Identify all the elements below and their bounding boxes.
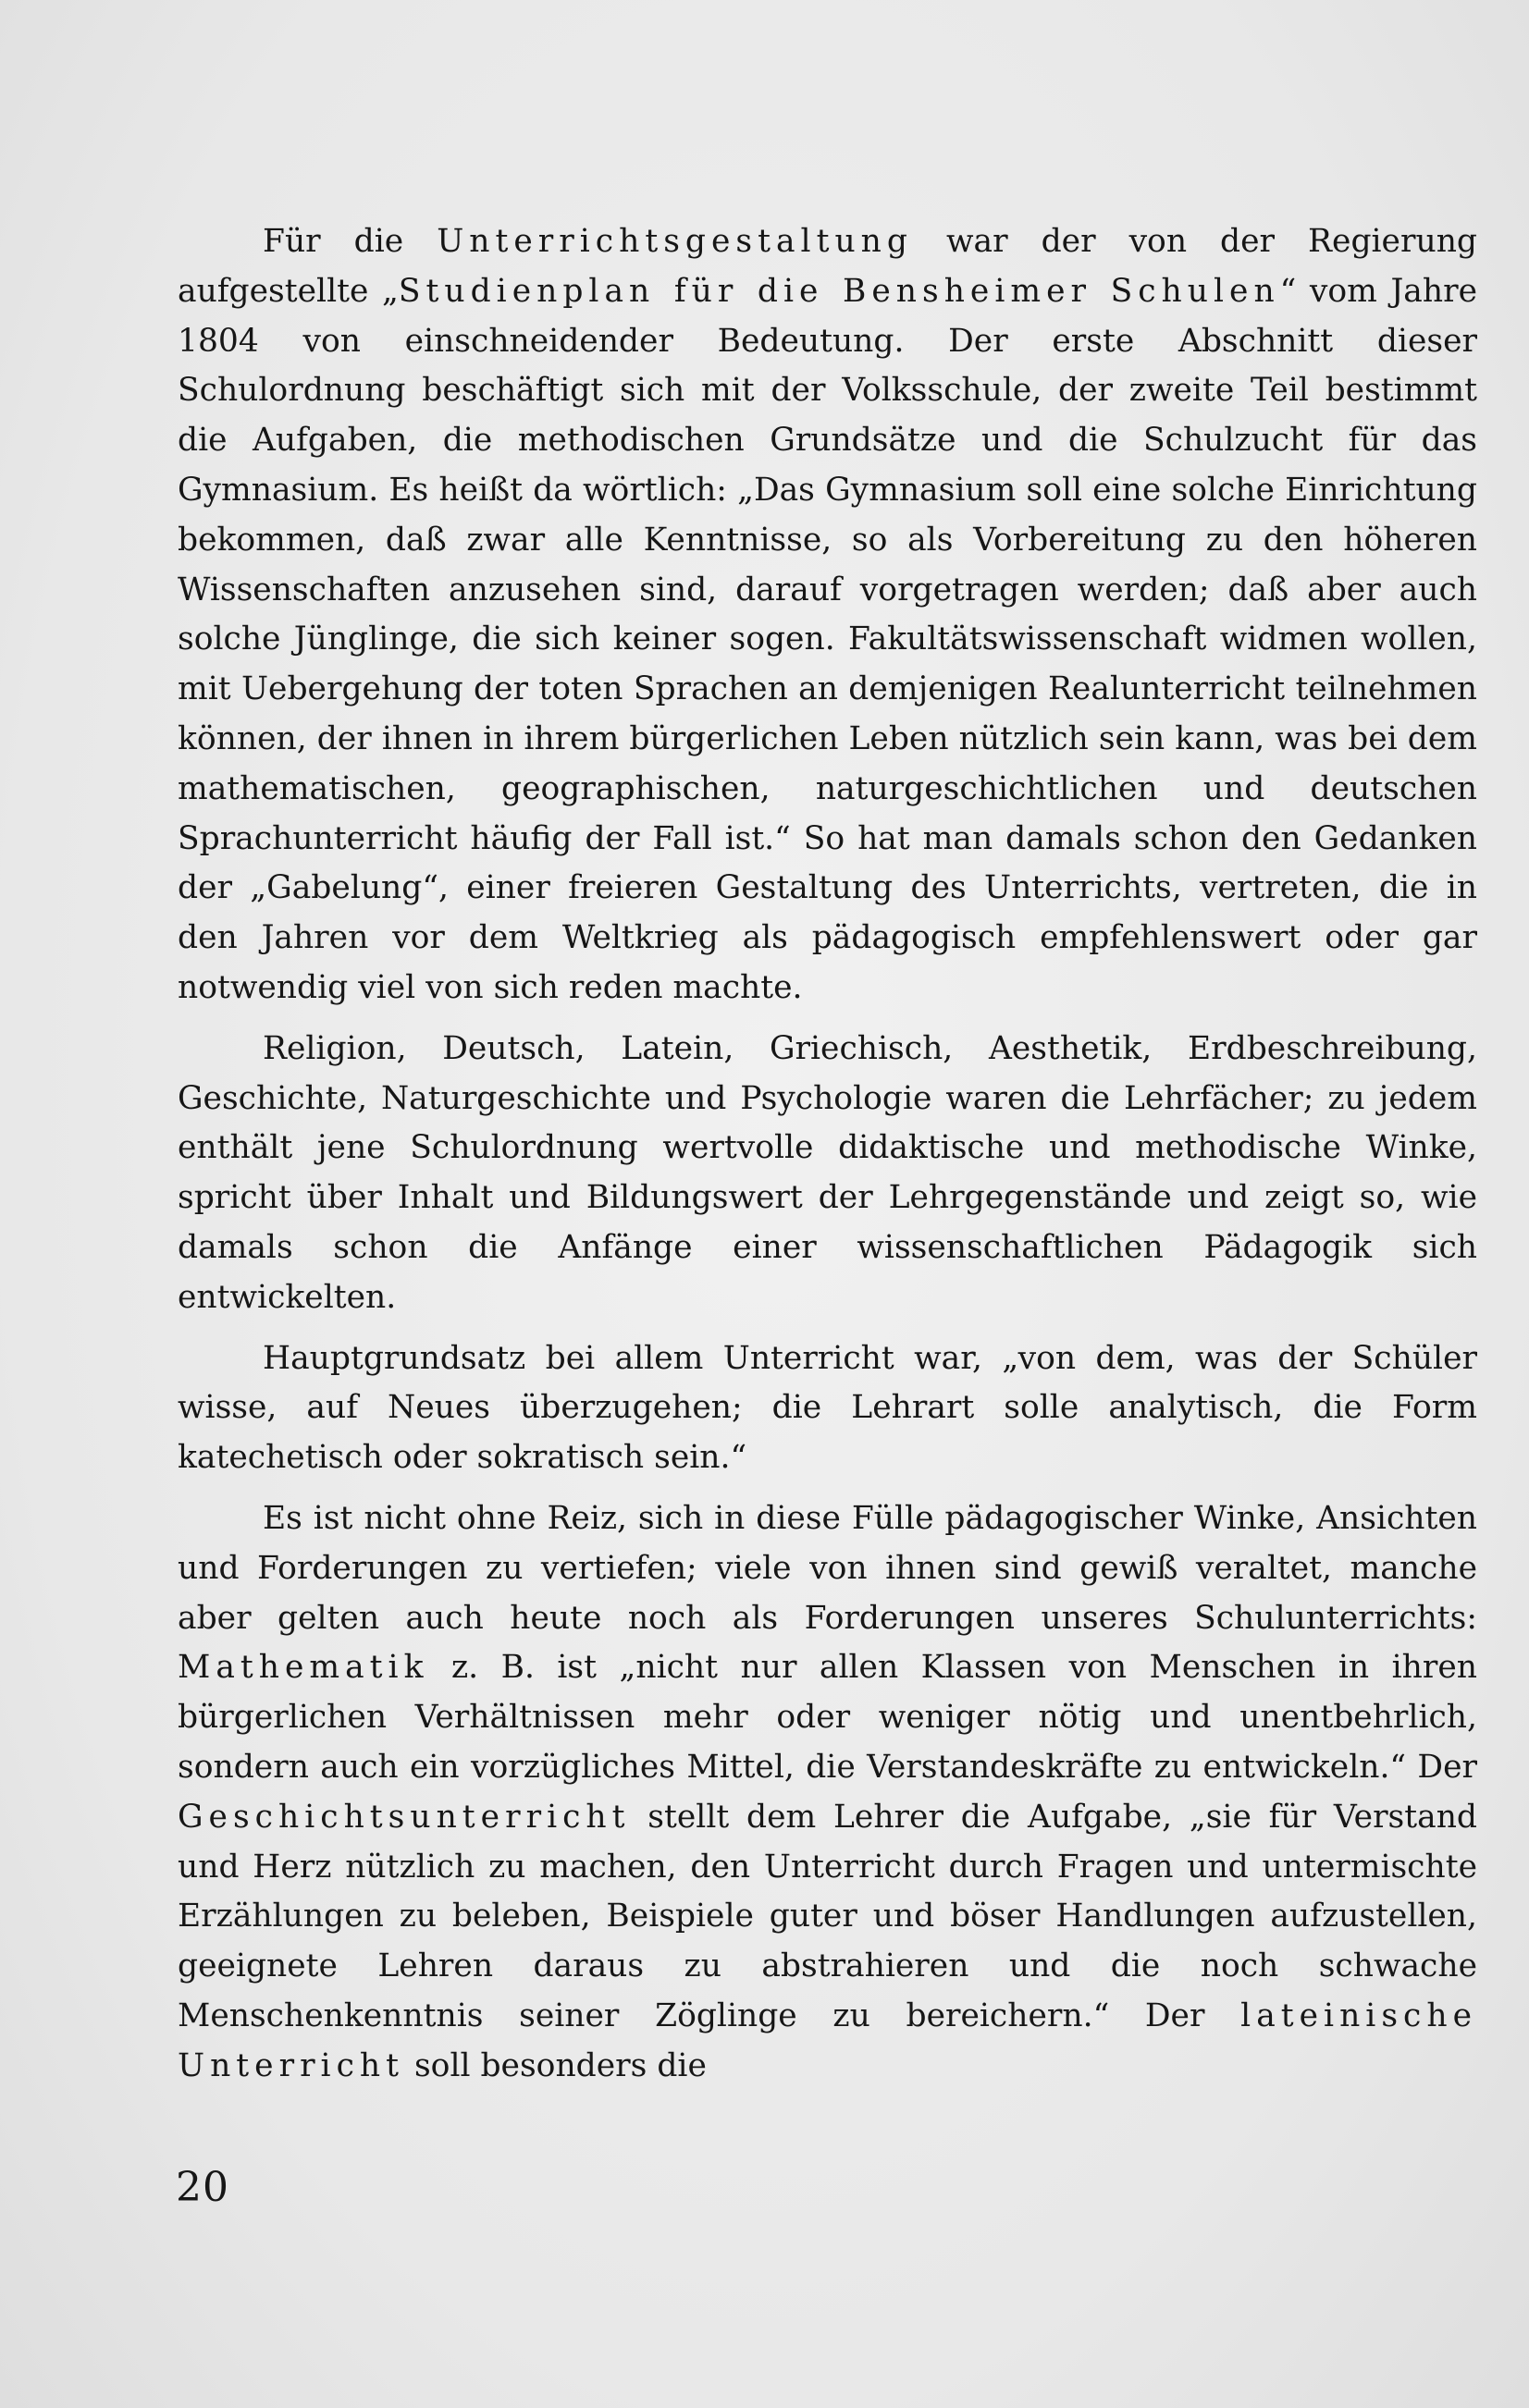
spaced-term-unterrichtsgestaltung: Unterrichtsgestaltung bbox=[437, 223, 913, 260]
paragraph-4 bbox=[178, 1494, 1477, 2092]
text-run: soll besonders die bbox=[404, 2046, 707, 2084]
spaced-term-studienplan: Studienplan für die Bensheimer Schulen bbox=[398, 272, 1280, 310]
text-run: z. B. ist „nicht nur allen Klassen von Menschen in ihren bürgerlichen Verhältnissen mehr oder weniger nötig und unentbehrlich, sondern auch ein vorzügliches Mittel, die Verstandeskräfte zu entwickeln.“ Der bbox=[178, 1649, 1477, 1786]
text-run: Religion, Deutsch, Latein, Griechisch, Aesthetik, Erdbeschreibung, Geschichte, Naturgeschichte und Psychologie waren die Lehrfächer; zu jedem enthält jene Schulordnung wertvolle didaktische und methodische Winke, spricht über Inhalt und Bildungswert der Lehrgegenstände und zeigt so, wie damals schon die Anfänge einer wissenschaftlichen Pädagogik sich entwickelten. bbox=[178, 1029, 1477, 1316]
text-run: Für die bbox=[263, 223, 438, 260]
text-run: stellt dem Lehrer die Aufgabe, „sie für Verstand und Herz nützlich zu machen, den Unterricht durch Fragen und untermischte Erzählungen zu beleben, Beispiele guter und böser Handlungen aufzustellen, geeignete Lehren daraus zu abstrahieren und die noch schwache Menschenkenntnis seiner Zöglinge zu bereichern.“ Der bbox=[178, 1798, 1477, 2034]
page-number: 20 bbox=[176, 2164, 229, 2211]
spaced-term-mathematik: Mathematik bbox=[178, 1649, 429, 1687]
text-run: Hauptgrundsatz bei allem Unterricht war, „von dem, was der Schüler wisse, auf Neues überzugehen; die Lehrart solle analytisch, die Form katechetisch oder sokratisch sein.“ bbox=[178, 1339, 1477, 1477]
paragraph-3 bbox=[178, 1334, 1477, 1483]
spaced-term-geschichtsunterricht: Geschichtsunterricht bbox=[178, 1798, 631, 1836]
paragraph-2 bbox=[178, 1025, 1477, 1323]
text-run: Es ist nicht ohne Reiz, sich in diese Fülle pädagogischer Winke, Ansichten und Forderungen zu vertiefen; viele von ihnen sind gewiß veraltet, manche aber gelten auch heute noch als Forderungen unseres Schulunterrichts: bbox=[178, 1499, 1477, 1637]
text-run: war der von der Regierung aufgestellte „ bbox=[178, 223, 1477, 310]
text-run: “ vom Jahre 1804 von einschneidender Bedeutung. Der erste Abschnitt dieser Schulordnung beschäftigt sich mit der Volksschule, der zweite Teil bestimmt die Aufgaben, die methodischen Grundsätze und die Schulzucht für das Gymnasium. Es heißt da wörtlich: „Das Gymnasium soll eine solche Einrichtung bekommen, daß zwar alle Kenntnisse, so als Vorbereitung zu den höheren Wissenschaften anzusehen sind, darauf vorgetragen werden; daß aber auch solche Jünglinge, die sich keiner sogen. Fakultätswissenschaft widmen wollen, mit Uebergehung der toten Sprachen an demjenigen Realunterricht teilnehmen können, der ihnen in ihrem bürgerlichen Leben nützlich sein kann, was bei dem mathematischen, geographischen, naturgeschichtlichen und deutschen Sprachunterricht häufig der Fall ist.“ So hat man damals schon den Gedanken der „Gabelung“, einer freieren Gestaltung des Unterrichts, vertreten, die in den Jahren vor dem Weltkrieg als pädagogisch empfehlenswert oder gar notwendig viel von sich reden machte. bbox=[178, 272, 1477, 1006]
body-text bbox=[178, 217, 1477, 2091]
paragraph-1 bbox=[178, 217, 1477, 1014]
spaced-term-lateinische-unterricht: lateinische Unterricht bbox=[178, 1996, 1477, 2084]
